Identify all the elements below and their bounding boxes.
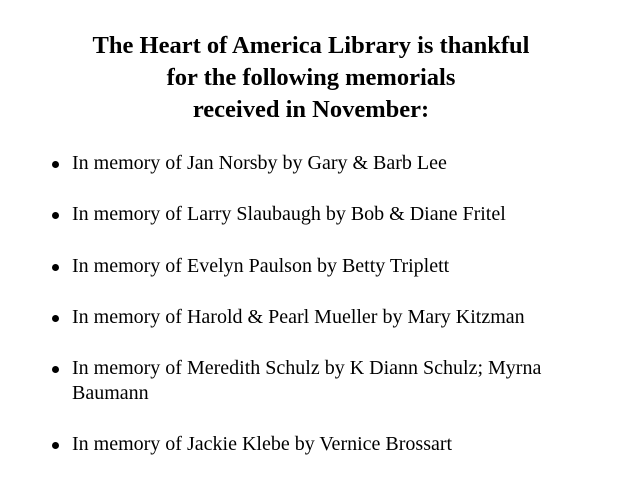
bullet-icon <box>52 315 59 322</box>
bullet-icon <box>52 366 59 373</box>
bullet-icon <box>52 161 59 168</box>
title-line-3: received in November: <box>192 96 430 123</box>
memorial-text: In memory of Larry Slaubaugh by Bob & Diane Fritel <box>72 203 506 225</box>
title-line-1: The Heart of America Library is thankful <box>92 32 530 59</box>
memorial-text: In memory of Harold & Pearl Mueller by Mary Kitzman <box>72 306 525 328</box>
bullet-icon <box>52 442 59 449</box>
memorial-text: In memory of Evelyn Paulson by Betty Triplett <box>72 255 450 277</box>
bullet-icon <box>52 264 59 271</box>
memorial-text: In memory of Jackie Klebe by Vernice Brossart <box>72 433 453 455</box>
memorial-item <box>72 305 602 330</box>
memorial-item <box>72 356 602 406</box>
memorial-item <box>72 432 602 457</box>
memorial-text: In memory of Meredith Schulz by K Diann Schulz; Myrna Baumann <box>72 357 542 404</box>
memorial-item <box>72 151 602 176</box>
title-line-2: for the following memorials <box>166 64 456 91</box>
memorial-item <box>72 202 602 227</box>
memorial-text: In memory of Jan Norsby by Gary & Barb Lee <box>72 152 447 174</box>
memorial-item <box>72 254 602 279</box>
page-title <box>0 30 622 126</box>
bullet-icon <box>52 212 59 219</box>
